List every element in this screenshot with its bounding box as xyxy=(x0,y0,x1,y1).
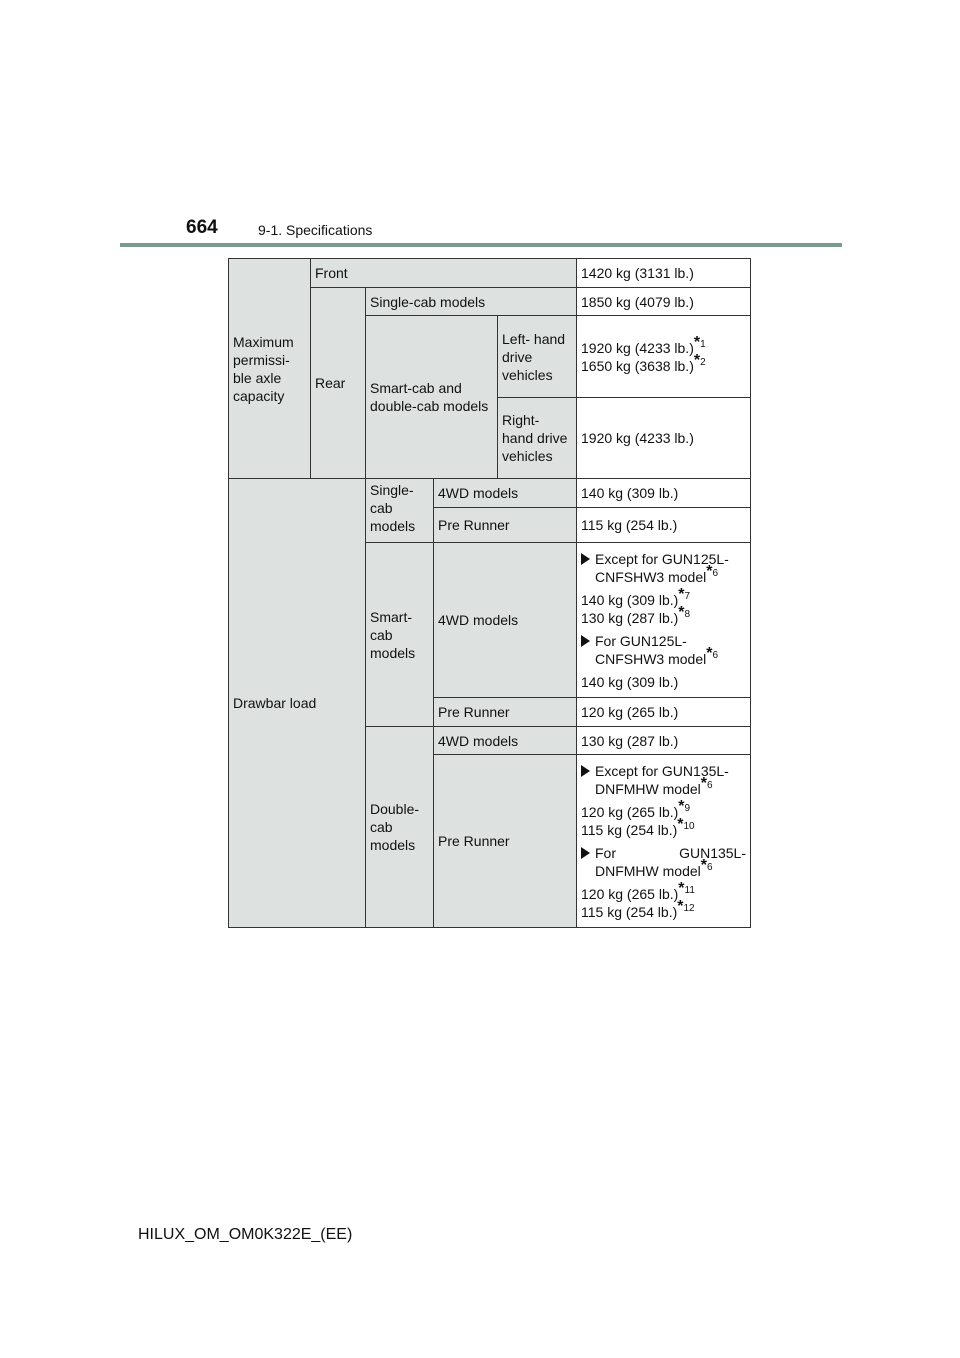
specifications-table xyxy=(228,258,751,928)
triangle-bullet-icon xyxy=(581,635,590,647)
smart-cab-4wd-label: 4WD models xyxy=(434,543,577,698)
bullet-item: Except for GUN135L-DNFMHW model$^{*6}$ xyxy=(581,762,746,798)
section-title: 9-1. Specifications xyxy=(258,222,373,238)
header-rule xyxy=(120,243,842,247)
smart-cab-prerunner-value: 120 kg (265 lb.) xyxy=(577,698,751,727)
front-value: 1420 kg (3131 lb.) xyxy=(577,259,751,288)
smart-cab-drawbar-label: Smart- cab models xyxy=(366,543,434,727)
single-cab-prerunner-label: Pre Runner xyxy=(434,508,577,543)
page-number: 664 xyxy=(186,217,218,238)
single-cab-axle-value: 1850 kg (4079 lb.) xyxy=(577,288,751,316)
double-cab-prerunner-label: Pre Runner xyxy=(434,755,577,928)
triangle-bullet-icon xyxy=(581,847,590,859)
document-id: HILUX_OM_OM0K322E_(EE) xyxy=(138,1226,353,1243)
smart-cab-prerunner-label: Pre Runner xyxy=(434,698,577,727)
axle-capacity-label: Maximum permissi- ble axle capacity xyxy=(229,259,311,479)
bullet-item: For GUN135L- DNFMHW model$^{*6}$ xyxy=(581,844,746,880)
bullet-item: For GUN125L-CNFSHW3 model$^{*6}$ xyxy=(581,632,746,668)
smart-double-cab-label: Smart-cab and double-cab models xyxy=(366,316,498,479)
front-label: Front xyxy=(311,259,577,288)
smart-cab-4wd-values: Except for GUN125L-CNFSHW3 model$^{*6}$ 140 kg (309 lb.)$^{*7}$ 130 kg (287 lb.)$^{*8}$ For GUN125L-CNFSHW3 model$^{*6}$ 140 kg (309 lb.) xyxy=(577,543,751,698)
bullet-item: Except for GUN125L-CNFSHW3 model$^{*6}$ xyxy=(581,550,746,586)
double-cab-drawbar-label: Double- cab models xyxy=(366,727,434,928)
double-cab-4wd-label: 4WD models xyxy=(434,727,577,755)
single-cab-4wd-label: 4WD models xyxy=(434,479,577,508)
triangle-bullet-icon xyxy=(581,765,590,777)
triangle-bullet-icon xyxy=(581,553,590,565)
rear-label: Rear xyxy=(311,288,366,479)
right-hand-drive-label: Right- hand drive vehicles xyxy=(498,398,577,479)
double-cab-4wd-value: 130 kg (287 lb.) xyxy=(577,727,751,755)
right-hand-drive-value: 1920 kg (4233 lb.) xyxy=(577,398,751,479)
single-cab-drawbar-label: Single- cab models xyxy=(366,479,434,543)
left-hand-drive-value: 1920 kg (4233 lb.)$^{*1}$ 1650 kg (3638 lb.)$^{*2}$ xyxy=(577,316,751,398)
single-cab-4wd-value: 140 kg (309 lb.) xyxy=(577,479,751,508)
single-cab-prerunner-value: 115 kg (254 lb.) xyxy=(577,508,751,543)
single-cab-axle-label: Single-cab models xyxy=(366,288,577,316)
double-cab-prerunner-values: Except for GUN135L-DNFMHW model$^{*6}$ 120 kg (265 lb.)$^{*9}$ 115 kg (254 lb.)$^{*10}$ For GUN135L- DNFMHW model$^{*6}$ 120 kg (265 lb.)$^{*11}$ 115 kg (254 lb.)$^{*12}$ xyxy=(577,755,751,928)
left-hand-drive-label: Left- hand drive vehicles xyxy=(498,316,577,398)
drawbar-load-label: Drawbar load xyxy=(229,479,366,928)
page-header xyxy=(120,212,842,248)
